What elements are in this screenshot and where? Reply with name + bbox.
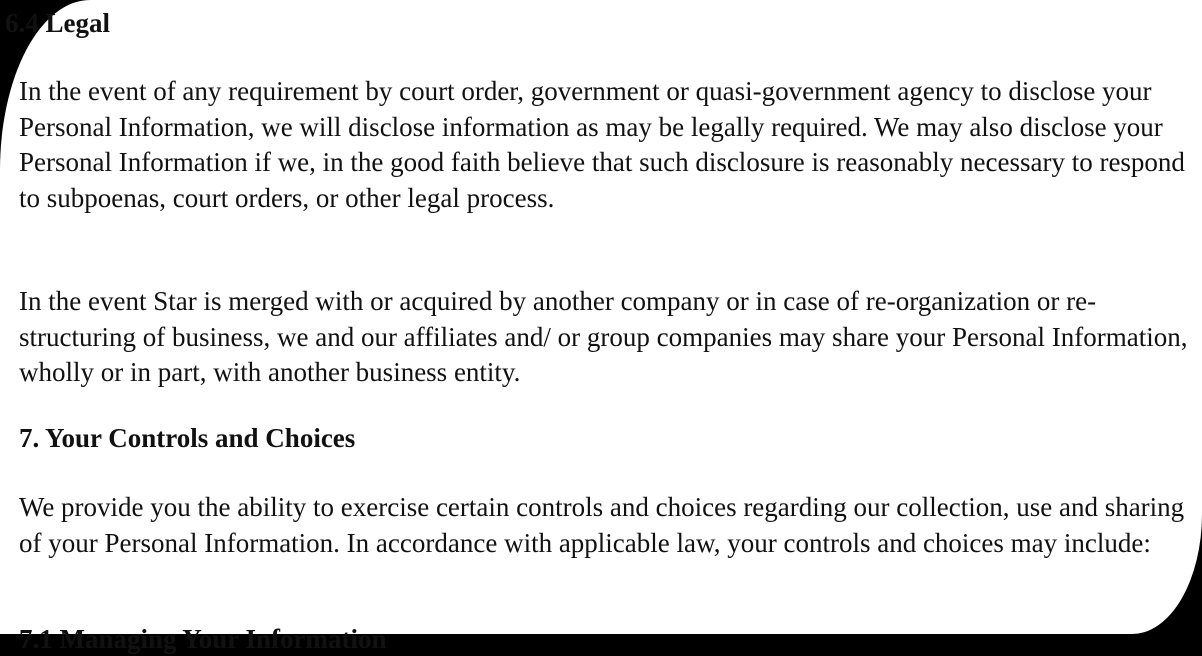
subsection-heading-legal: 6.4 Legal xyxy=(5,8,110,38)
paragraph-controls-intro: We provide you the ability to exercise certain controls and choices regarding our collection, use and sharing of your Personal Information. In accordance with applicable law, your controls and choices may include: xyxy=(19,492,1185,558)
paragraph-legal-disclosure: In the event of any requirement by court order, government or quasi-government agency to disclose your Personal Information, we will disclose information as may be legally required. We may also disclose your Personal Information if we, in the good faith believe that such disclosure is reasonably necessary to respond to subpoenas, court orders, or other legal process. xyxy=(19,76,1185,213)
section-heading-controls: 7. Your Controls and Choices xyxy=(19,423,356,453)
next-section-heading: 7.1 Managing Your Information xyxy=(19,624,387,654)
paragraph-merger-sharing: In the event Star is merged with or acquired by another company or in case of re-organization or re-structuring of business, we and our affiliates and/ or group companies may share your Personal Information, wholly or in part, with another business entity. xyxy=(19,286,1188,387)
